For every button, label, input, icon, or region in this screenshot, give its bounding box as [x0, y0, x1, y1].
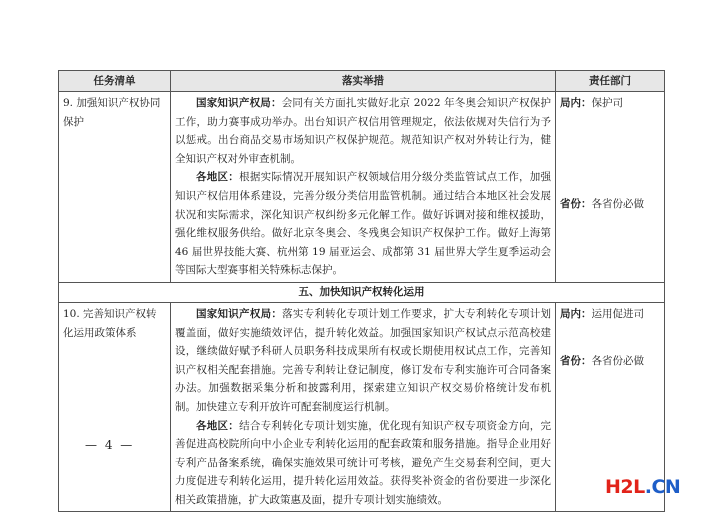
measure-cell — [171, 92, 556, 283]
measure-paragraph — [175, 94, 551, 168]
header-task: 任务清单 — [59, 71, 171, 92]
department-line — [560, 195, 660, 214]
site-watermark-logo — [605, 476, 680, 498]
measure-paragraph — [175, 305, 551, 417]
measure-lead: 国家知识产权局： — [196, 97, 282, 109]
section-title: 五、加快知识产权转化运用 — [59, 282, 665, 302]
department-value: 保护司 — [591, 97, 623, 109]
measure-lead: 各地区： — [196, 171, 240, 184]
department-line — [560, 352, 660, 371]
watermark-prefix: H2L — [605, 476, 645, 498]
measure-paragraph — [175, 417, 551, 510]
department-value: 运用促进司 — [591, 307, 644, 320]
measure-text: 落实专利转化专项计划工作要求，扩大专利转化专项计划覆盖面，做好实施绩效评估，提升转化效益。加强国家知识产权试点示范高校建设，继续做好赋予科研人员职务科技成果所有权或长期使用权试点工作，完善知识产权相关配套措施。完善专利转让登记制度，修订发布专利实施许可合同备案办法。加强数据采集分析和披露利用，探索建立知识产权交易价格统计发布机制。加快建立专利开放许可配套制度运行机制。 — [175, 307, 551, 413]
department-value: 各省份必做 — [591, 354, 644, 367]
measure-text: 会同有关方面扎实做好北京 2022 年冬奥会知识产权保护工作，助力赛事成功举办。出台知识产权信用管理规定，依法依规对失信行为予以惩戒。出台商品交易市场知识产权保护规范。规范知识产权对外转让行为，健全知识产权对外审查机制。 — [175, 97, 551, 165]
department-label: 省份： — [560, 197, 592, 210]
measure-cell — [171, 302, 556, 512]
table-header-row — [59, 71, 665, 92]
section-row — [59, 282, 665, 302]
department-label: 局内： — [560, 307, 592, 320]
department-label: 局内： — [560, 97, 592, 109]
department-value: 各省份必做 — [591, 197, 644, 210]
table-row — [59, 92, 665, 283]
measure-lead: 各地区： — [196, 419, 240, 432]
department-label: 省份： — [560, 354, 592, 367]
measure-lead: 国家知识产权局： — [196, 307, 283, 320]
measure-text: 结合专利转化专项计划实施，优化现有知识产权专项资金方向，完善促进高校院所向中小企业专利转化运用的配套政策和服务措施。指导企业用好专利产品备案系统，确保实施效果可统计可考核，避免产生交易套利空间，更大力度促进专利转化运用，提升转化运用效益。获得奖补资金的省份要进一步深化相关政策措施，扩大政策惠及面，提升专项计划实施绩效。 — [175, 419, 551, 506]
page-number: — 4 — — [85, 438, 135, 452]
task-cell: 9. 加强知识产权协同保护 — [59, 92, 171, 283]
task-table — [58, 70, 665, 512]
watermark-suffix: .CN — [644, 476, 681, 498]
header-measures: 落实举措 — [171, 71, 556, 92]
task-cell: 10. 完善知识产权转化运用政策体系 — [59, 302, 171, 512]
table-row — [59, 302, 665, 512]
measure-paragraph — [175, 168, 551, 280]
department-line — [560, 305, 660, 324]
department-cell — [556, 92, 665, 283]
header-department: 责任部门 — [556, 71, 665, 92]
department-line — [560, 94, 660, 113]
measure-text: 根据实际情况开展知识产权领域信用分级分类监管试点工作，加强知识产权信用体系建设，完善分级分类信用监管机制。通过结合本地区社会发展状况和实际需求，深化知识产权纠纷多元化解工作。做好诉调对接和维权援助，强化维权服务供给。做好北京冬奥会、冬残奥会知识产权保护工作。做好上海第 46 届世界技能大赛、杭州第 19 届亚运会、成都第 31 届世界大学生夏季运动会等国际大型赛事相关特殊标志保护。 — [175, 171, 551, 277]
